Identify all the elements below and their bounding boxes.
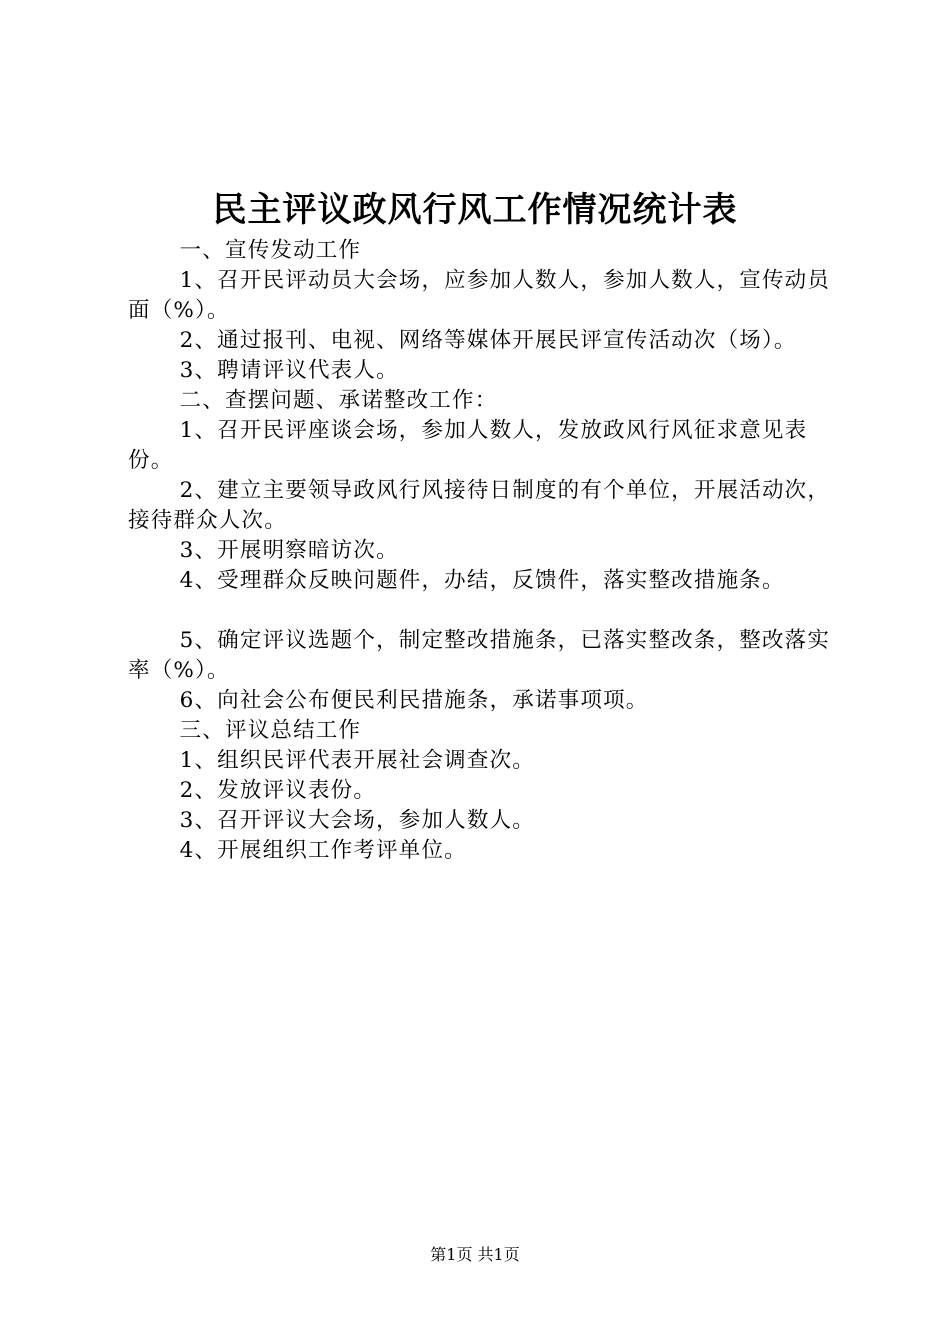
section-heading-1: 一、宣传发动工作: [179, 238, 362, 263]
paragraph-2-6: 6、向社会公布便民利民措施条，承诺事项项。: [179, 688, 649, 713]
section-heading-3: 三、评议总结工作: [179, 718, 362, 743]
paragraph-2-3: 3、开展明察暗访次。: [179, 538, 399, 563]
paragraph-1-1: 1、召开民评动员大会场，应参加人数人，参加人数人，宣传动员面（%）。: [128, 268, 831, 323]
paragraph-2-5: 5、确定评议选题个，制定整改措施条，已落实整改条，整改落实率（%）。: [128, 628, 831, 683]
paragraph-3-3: 3、召开评议大会场，参加人数人。: [179, 808, 535, 833]
paragraph-2-1: 1、召开民评座谈会场，参加人数人，发放政风行风征求意见表份。: [128, 418, 808, 473]
paragraph-1-2: 2、通过报刊、电视、网络等媒体开展民评宣传活动次（场）。: [179, 328, 797, 353]
section-heading-2: 二、查摆问题、承诺整改工作：: [179, 388, 498, 413]
document-body: [128, 236, 840, 866]
paragraph-2-2: 2、建立主要领导政风行风接待日制度的有个单位，开展活动次，接待群众人次。: [128, 478, 831, 533]
paragraph-1-3: 3、聘请评议代表人。: [179, 358, 399, 383]
document-title: 民主评议政风行风工作情况统计表: [212, 190, 738, 230]
page-footer: 第1页 共1页: [430, 1245, 520, 1264]
paragraph-2-4: 4、受理群众反映问题件，办结，反馈件，落实整改措施条。: [179, 568, 785, 593]
paragraph-3-2: 2、发放评议表份。: [179, 778, 377, 803]
paragraph-3-4: 4、开展组织工作考评单位。: [179, 838, 467, 863]
paragraph-3-1: 1、组织民评代表开展社会调查次。: [179, 748, 535, 773]
